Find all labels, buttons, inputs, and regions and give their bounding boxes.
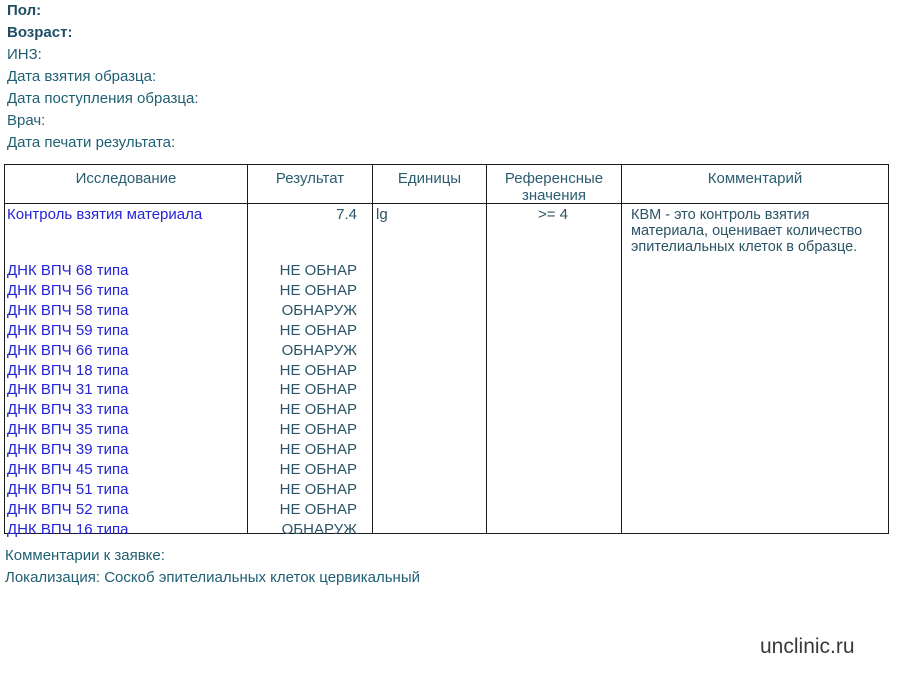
table-row-name: ДНК ВПЧ 51 типа: [7, 480, 129, 498]
table-row-name: ДНК ВПЧ 35 типа: [7, 421, 129, 439]
print-date-label: Дата печати результата:: [7, 134, 176, 151]
header-divider: [5, 203, 888, 204]
table-row-name: ДНК ВПЧ 31 типа: [7, 381, 129, 399]
patient-header: [7, 0, 198, 154]
header-units: Единицы: [397, 170, 462, 187]
table-row-result: ОБНАРУЖ: [281, 301, 357, 319]
age-label: Возраст:: [7, 24, 73, 41]
table-row-name: ДНК ВПЧ 58 типа: [7, 301, 129, 319]
table-row-result: НЕ ОБНАР: [279, 421, 357, 439]
table-row-result: НЕ ОБНАР: [279, 381, 357, 399]
results-table: [4, 164, 889, 538]
table-row-name: ДНК ВПЧ 39 типа: [7, 441, 129, 459]
column-divider: [372, 165, 373, 533]
sex-label: Пол:: [7, 2, 42, 19]
header-result: Результат: [275, 170, 345, 187]
table-row-result: НЕ ОБНАР: [279, 461, 357, 478]
control-row-name: Контроль взятия материала: [7, 206, 203, 223]
table-row-name: ДНК ВПЧ 16 типа: [7, 520, 129, 538]
table-row-name: ДНК ВПЧ 59 типа: [7, 321, 129, 339]
table-row-name: ДНК ВПЧ 68 типа: [7, 262, 129, 279]
table-row-result: ОБНАРУЖ: [281, 341, 357, 359]
table-row-result: ОБНАРУЖ: [281, 520, 357, 538]
table-row-name: ДНК ВПЧ 56 типа: [7, 281, 129, 299]
table-row-result: НЕ ОБНАР: [279, 401, 357, 419]
column-divider: [621, 165, 622, 533]
header-reference-line1: Референсные: [504, 170, 604, 187]
table-row-result: НЕ ОБНАР: [279, 262, 357, 279]
table-row-name: ДНК ВПЧ 66 типа: [7, 341, 129, 359]
control-row-comment: КВМ - это контроль взятия материала, оценивает количество эпителиальных клеток в образце.: [631, 207, 863, 255]
table-row-result: НЕ ОБНАР: [279, 361, 357, 379]
table-row-result: НЕ ОБНАР: [279, 281, 357, 299]
inz-label: ИНЗ:: [7, 46, 42, 63]
watermark-text: unclinic.ru: [760, 635, 855, 658]
header-study: Исследование: [75, 170, 177, 187]
receipt-date-label: Дата поступления образца:: [7, 90, 199, 107]
header-comment: Комментарий: [707, 170, 803, 187]
header-reference: [487, 170, 621, 204]
doctor-label: Врач:: [7, 112, 46, 129]
localization-text: Локализация: Соскоб эпителиальных клеток цервикальный: [5, 569, 420, 586]
table-row-result: НЕ ОБНАР: [279, 500, 357, 518]
sample-date-label: Дата взятия образца:: [7, 68, 157, 85]
table-row-name: ДНК ВПЧ 45 типа: [7, 461, 129, 478]
table-row-name: ДНК ВПЧ 18 типа: [7, 361, 129, 379]
order-comments-label: Комментарии к заявке:: [5, 547, 165, 564]
header-reference-line2: значения: [521, 187, 587, 204]
footer: [5, 545, 420, 589]
table-row-result: НЕ ОБНАР: [279, 321, 357, 339]
control-row-result: 7.4: [336, 206, 357, 223]
table-row-result: НЕ ОБНАР: [279, 441, 357, 459]
table-row-name: ДНК ВПЧ 33 типа: [7, 401, 129, 419]
control-row-reference: >= 4: [537, 206, 569, 223]
table-row-result: НЕ ОБНАР: [279, 480, 357, 498]
table-row-name: ДНК ВПЧ 52 типа: [7, 500, 129, 518]
control-row-units: lg: [376, 206, 388, 223]
